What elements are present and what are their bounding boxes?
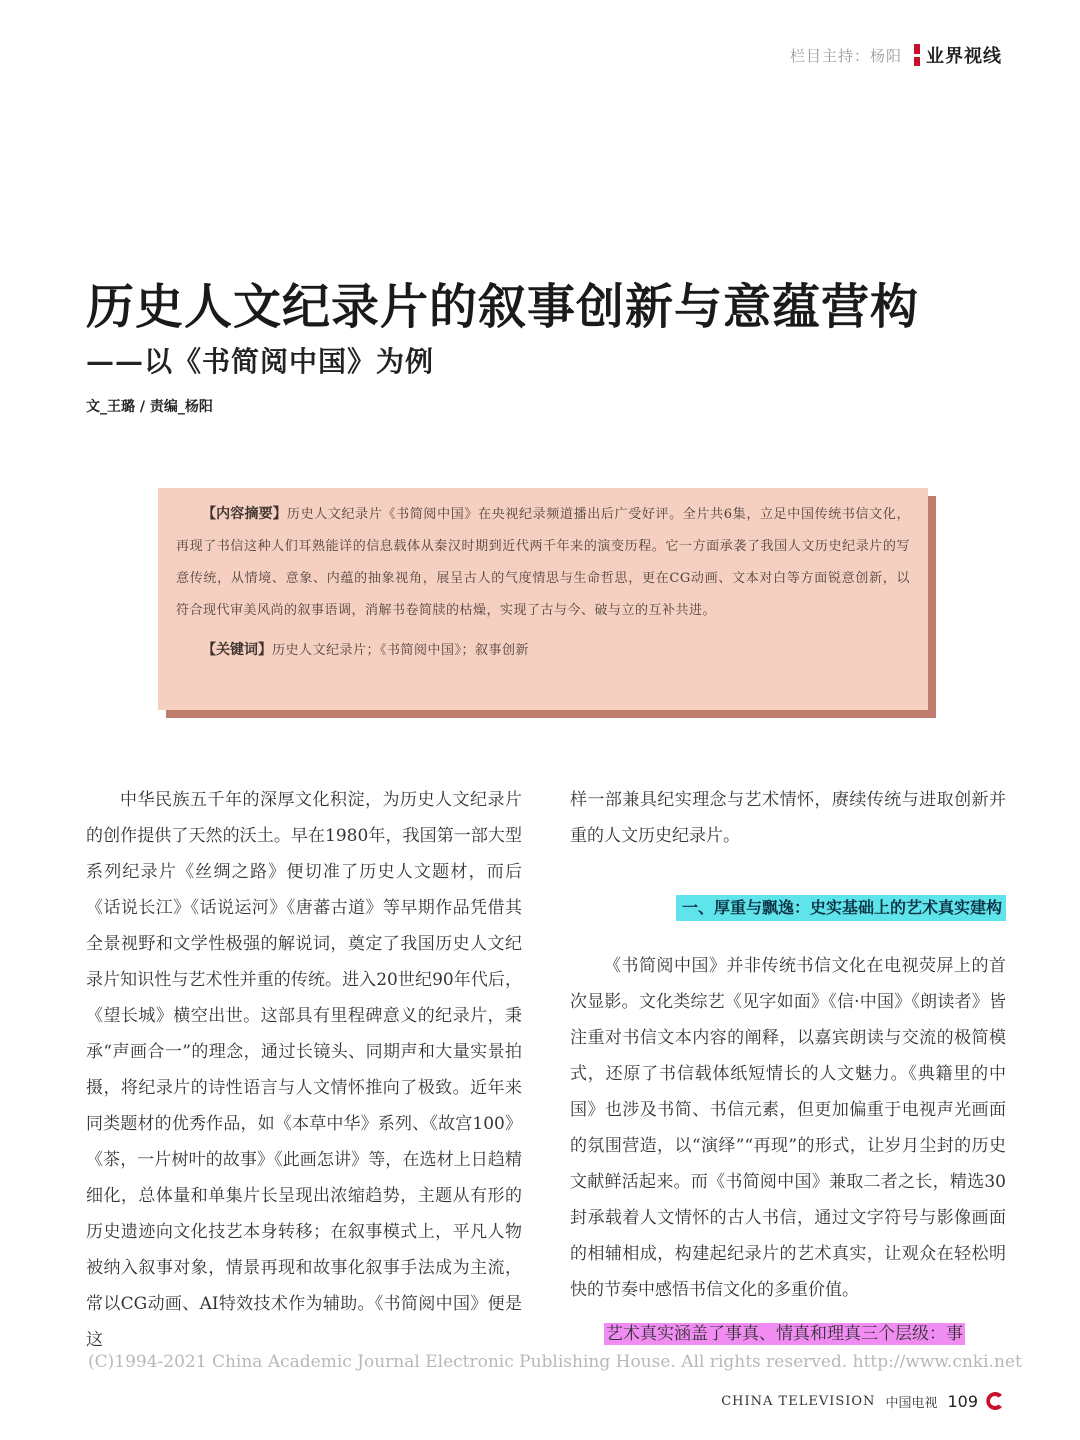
journal-logo-icon [982, 1389, 1006, 1413]
keywords-line [176, 639, 910, 659]
section-heading: 一、厚重与飘逸：史实基础上的艺术真实建构 [676, 895, 1006, 921]
abstract-text: 历史人文纪录片《书简阅中国》在央视纪录频道播出后广受好评。全片共6集，立足中国传统书信文化，再现了书信这种人们耳熟能详的信息载体从秦汉时期到近代两千年来的演变历程。它一方面承袭了我国人文历史纪录片的写意传统，从情境、意象、内蕴的抽象视角，展呈古人的气度情思与生命哲思，更在CG动画、文本对白等方面锐意创新，以符合现代审美风尚的叙事语调，消解书卷简牍的枯燥，实现了古与今、破与立的互补共进。 [176, 507, 911, 618]
abstract-paragraph [176, 498, 910, 627]
highlighted-line: 艺术真实涵盖了事真、情真和理真三个层级：事 [606, 1324, 963, 1344]
article-byline: 文_王璐 / 责编_杨阳 [86, 399, 213, 415]
section-heading-wrap [570, 890, 1006, 926]
column-header [790, 42, 1002, 68]
keywords-label: 【关键词】 [202, 642, 272, 658]
column-host: 栏目主持：杨阳 [789, 46, 902, 65]
page-footer [721, 1388, 1006, 1414]
article-title: 历史人文纪录片的叙事创新与意蕴营构 [86, 279, 920, 335]
body-paragraph: 《书简阅中国》并非传统书信文化在电视荧屏上的首次显影。文化类综艺《见字如面》《信·中国》《朗读者》皆注重对书信文本内容的阐释，以嘉宾朗读与交流的极简模式，还原了书信载体纸短情长的人文魅力。《典籍里的中国》也涉及书简、书信元素，但更加偏重于电视声光画面的氛围营造，以“演绎”“再现”的形式，让岁月尘封的历史文献鲜活起来。而《书简阅中国》兼取二者之长，精选30封承载着人文情怀的古人书信，通过文字符号与影像画面的相辅相成，构建起纪录片的艺术真实，让观众在轻松明快的节奏中感悟书信文化的多重价值。 [570, 956, 1006, 1300]
abstract-label: 【内容摘要】 [202, 506, 287, 522]
article-subtitle: ——以《书简阅中国》为例 [86, 345, 435, 378]
abstract-box [158, 488, 928, 710]
body-column-right [570, 782, 1006, 1352]
body-paragraph-continuation: 样一部兼具纪实理念与艺术情怀，赓续传统与进取创新并重的人文历史纪录片。 [570, 790, 1006, 846]
copyright-watermark: (C)1994-2021 China Academic Journal Electronic Publishing House. All rights reserved. http://www.cnki.net [88, 1352, 1022, 1372]
highlighted-line-wrap [570, 1316, 1006, 1352]
journal-name-cn: 中国电视 [885, 1395, 938, 1411]
page-number: 109 [947, 1391, 978, 1411]
body-column-left [86, 782, 522, 1382]
body-paragraph: 中华民族五千年的深厚文化积淀，为历史人文纪录片的创作提供了天然的沃土。早在1980年，我国第一部大型系列纪录片《丝绸之路》便切准了历史人文题材，而后《话说长江》《话说运河》《唐蕃古道》等早期作品凭借其全景视野和文学性极强的解说词，奠定了我国历史人文纪录片知识性与艺术性并重的传统。进入20世纪90年代后，《望长城》横空出世。这部具有里程碑意义的纪录片，秉承“声画合一”的理念，通过长镜头、同期声和大量实景拍摄，将纪录片的诗性语言与人文情怀推向了极致。近年来同类题材的优秀作品，如《本草中华》系列、《故宫100》《茶，一片树叶的故事》《此画怎讲》等，在选材上日趋精细化，总体量和单集片长呈现出浓缩趋势，主题从有形的历史遗迹向文化技艺本身转移；在叙事模式上，平凡人物被纳入叙事对象，情景再现和故事化叙事手法成为主流，常以CG动画、AI特效技术作为辅助。《书简阅中国》便是这 [86, 790, 522, 1350]
journal-name-en: CHINA TELEVISION [721, 1393, 876, 1409]
keywords-text: 历史人文纪录片；《书简阅中国》；叙事创新 [272, 643, 530, 658]
column-section-name: 业界视线 [926, 46, 1002, 67]
column-marker-icon [914, 44, 920, 66]
